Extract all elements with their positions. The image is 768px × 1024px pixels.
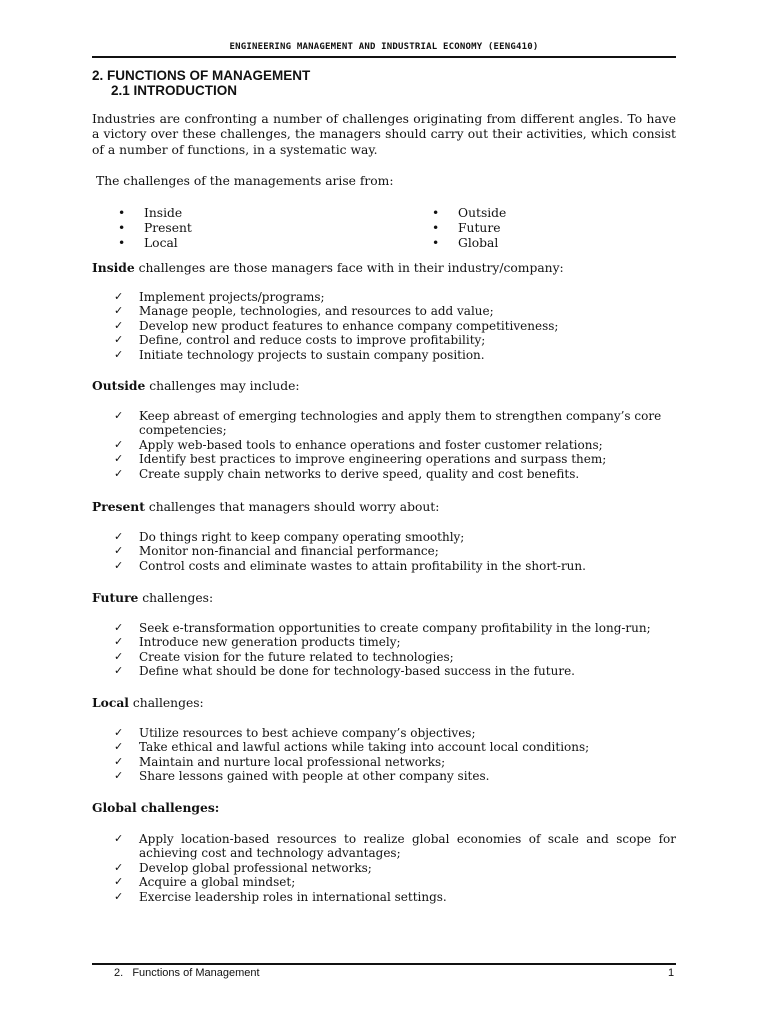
- list-item: • Inside: [118, 206, 192, 221]
- list-item: ✓ Introduce new generation products timely;: [114, 635, 676, 649]
- checklist: [114, 832, 676, 904]
- list-item: ✓ Take ethical and lawful actions while taking into account local conditions;: [114, 740, 676, 754]
- section-future: [92, 590, 676, 679]
- challenge-list-left: [118, 206, 192, 251]
- footer-chapter: 2. Functions of Management: [114, 967, 260, 979]
- page-number: 1: [668, 967, 675, 979]
- keyword: Inside: [92, 260, 135, 275]
- list-item: ✓ Maintain and nurture local professional networks;: [114, 755, 676, 769]
- section-heading-present: [92, 499, 676, 514]
- list-item: ✓ Define what should be done for technology-based success in the future.: [114, 664, 676, 678]
- keyword: Global challenges:: [92, 800, 220, 815]
- list-item: • Present: [118, 221, 192, 236]
- section-present: [92, 499, 676, 573]
- checklist: [114, 530, 676, 573]
- keyword: Local: [92, 695, 129, 710]
- list-item: • Global: [432, 236, 506, 251]
- section-heading-future: [92, 590, 676, 605]
- list-item: ✓ Monitor non-financial and financial performance;: [114, 544, 676, 558]
- list-item: • Outside: [432, 206, 506, 221]
- list-item: ✓ Acquire a global mindset;: [114, 875, 676, 889]
- heading-rest: challenges may include:: [145, 379, 300, 393]
- list-item: ✓ Utilize resources to best achieve company’s objectives;: [114, 726, 676, 740]
- keyword: Future: [92, 590, 139, 605]
- list-item: ✓ Control costs and eliminate wastes to attain profitability in the short-run.: [114, 559, 676, 573]
- list-item: ✓ Share lessons gained with people at other company sites.: [114, 769, 676, 783]
- list-item: ✓ Create supply chain networks to derive speed, quality and cost benefits.: [114, 467, 676, 481]
- list-item: ✓ Manage people, technologies, and resources to add value;: [114, 304, 676, 318]
- chapter-heading: 2. FUNCTIONS OF MANAGEMENT: [92, 68, 311, 83]
- list-item: ✓ Develop new product features to enhance company competitiveness;: [114, 319, 676, 333]
- list-item: • Local: [118, 236, 192, 251]
- list-item: ✓ Implement projects/programs;: [114, 290, 676, 304]
- heading-rest: challenges:: [128, 696, 204, 710]
- list-item: ✓ Exercise leadership roles in international settings.: [114, 890, 676, 904]
- checklist: [114, 621, 676, 679]
- checklist: [114, 290, 676, 362]
- challenges-intro: The challenges of the managements arise from:: [96, 174, 394, 188]
- list-item: ✓ Identify best practices to improve engineering operations and surpass them;: [114, 452, 676, 466]
- list-item: ✓ Apply web-based tools to enhance operations and foster customer relations;: [114, 438, 676, 452]
- header-rule: [92, 56, 676, 58]
- challenge-list-right: [432, 206, 506, 251]
- section-heading-global: [92, 800, 676, 815]
- section-heading: 2.1 INTRODUCTION: [111, 83, 238, 98]
- section-local: [92, 695, 676, 784]
- list-item: ✓ Develop global professional networks;: [114, 861, 676, 875]
- section-heading-local: [92, 695, 676, 710]
- checklist: [114, 726, 676, 784]
- intro-paragraph: Industries are confronting a number of challenges originating from different angles. To have a victory over these challenges, the managers should carry out their activities, which consist of a number of functions, in a systematic way.: [92, 112, 676, 157]
- keyword: Outside: [92, 378, 146, 393]
- running-header: ENGINEERING MANAGEMENT AND INDUSTRIAL ECONOMY (EENG410): [229, 42, 539, 52]
- list-item: ✓ Define, control and reduce costs to improve profitability;: [114, 333, 676, 347]
- section-outside: [92, 378, 676, 481]
- checklist: [114, 409, 676, 481]
- list-item: • Future: [432, 221, 506, 236]
- list-item: ✓ Apply location-based resources to realize global economies of scale and scope for achieving cost and technology advantages;: [114, 832, 676, 861]
- list-item: ✓ Keep abreast of emerging technologies and apply them to strengthen company’s core competencies;: [114, 409, 676, 438]
- list-item: ✓ Create vision for the future related to technologies;: [114, 650, 676, 664]
- section-global: [92, 800, 676, 904]
- heading-rest: challenges:: [138, 591, 214, 605]
- heading-rest: challenges that managers should worry about:: [144, 500, 440, 514]
- section-heading-outside: [92, 378, 676, 393]
- keyword: Present: [92, 499, 145, 514]
- footer-rule: [92, 963, 676, 965]
- heading-rest: challenges are those managers face with in their industry/company:: [134, 261, 564, 275]
- list-item: ✓ Initiate technology projects to sustain company position.: [114, 348, 676, 362]
- section-inside: [92, 260, 676, 362]
- list-item: ✓ Do things right to keep company operating smoothly;: [114, 530, 676, 544]
- list-item: ✓ Seek e-transformation opportunities to create company profitability in the long-run;: [114, 621, 676, 635]
- section-heading-inside: [92, 260, 676, 275]
